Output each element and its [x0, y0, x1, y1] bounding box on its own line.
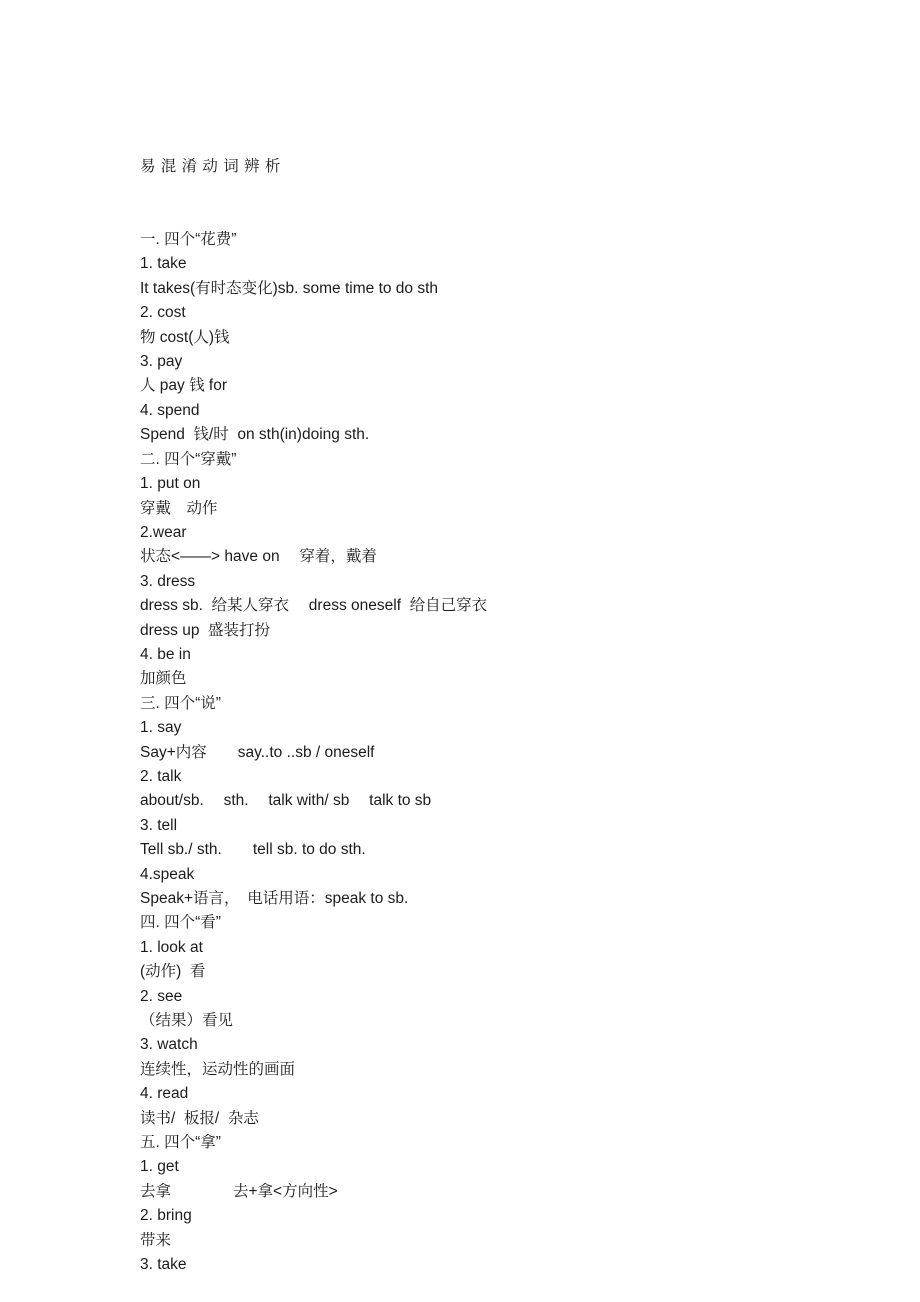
note-line: Speak+语言， 电话用语：speak to sb.	[140, 890, 409, 907]
section-heading: 二. 四个“穿戴”	[140, 450, 237, 468]
section-heading: 四. 四个“看”	[140, 914, 221, 932]
note-line: 物 cost(人)钱	[140, 328, 230, 346]
note-line: 去拿 去+拿<方向性>	[140, 1182, 338, 1200]
term-line: 4.speak	[140, 865, 195, 883]
note-line: Spend 钱/时 on sth(in)doing sth.	[140, 426, 370, 444]
document-title: 易 混 淆 动 词 辨 析	[140, 157, 281, 175]
term-line: 1. put on	[140, 475, 201, 493]
note-line: （结果）看见	[140, 1012, 234, 1030]
document-content	[140, 106, 860, 1302]
note-line: dress sb. 给某人穿衣 dress oneself 给自己穿衣	[140, 597, 488, 615]
note-line: It takes(有时态变化)sb. some time to do sth	[140, 279, 439, 297]
term-line: 2. talk	[140, 767, 182, 785]
term-line: 4. be in	[140, 645, 191, 663]
term-line: 1. say	[140, 719, 182, 737]
note-line: 连续性，运动性的画面	[140, 1060, 296, 1078]
term-line: 3. pay	[140, 353, 183, 371]
note-line: 读书/ 板报/ 杂志	[140, 1109, 259, 1127]
note-line: 加颜色	[140, 670, 187, 688]
note-line: (动作) 看	[140, 963, 206, 981]
note-line: 穿戴 动作	[140, 499, 218, 517]
term-line: 2. cost	[140, 304, 186, 322]
term-line: 2. bring	[140, 1207, 192, 1225]
note-line: Tell sb./ sth. tell sb. to do sth.	[140, 841, 366, 859]
term-line: 4. read	[140, 1085, 189, 1103]
term-line: 1. look at	[140, 938, 203, 956]
term-line: 2. see	[140, 987, 183, 1005]
term-line: 2.wear	[140, 523, 187, 541]
section-heading: 一. 四个“花费”	[140, 231, 237, 249]
term-line: 1. take	[140, 255, 187, 273]
section-heading: 三. 四个“说”	[140, 694, 221, 712]
term-line: 3. take	[140, 1256, 187, 1274]
note-line: 人 pay 钱 for	[140, 377, 227, 395]
term-line: 1. get	[140, 1158, 179, 1176]
section-heading: 五. 四个“拿”	[140, 1134, 221, 1152]
term-line: 3. tell	[140, 816, 178, 834]
note-line: 带来	[140, 1231, 172, 1249]
note-line: Say+内容 say..to ..sb / oneself	[140, 743, 375, 761]
term-line: 3. watch	[140, 1036, 198, 1054]
note-line: dress up 盛装打扮	[140, 621, 271, 639]
term-line: 4. spend	[140, 401, 200, 419]
term-line: 3. dress	[140, 572, 196, 590]
document-body	[140, 228, 860, 1277]
note-line: about/sb. sth. talk with/ sb talk to sb	[140, 792, 432, 810]
note-line: 状态<——> have on 穿着，戴着	[140, 548, 377, 566]
